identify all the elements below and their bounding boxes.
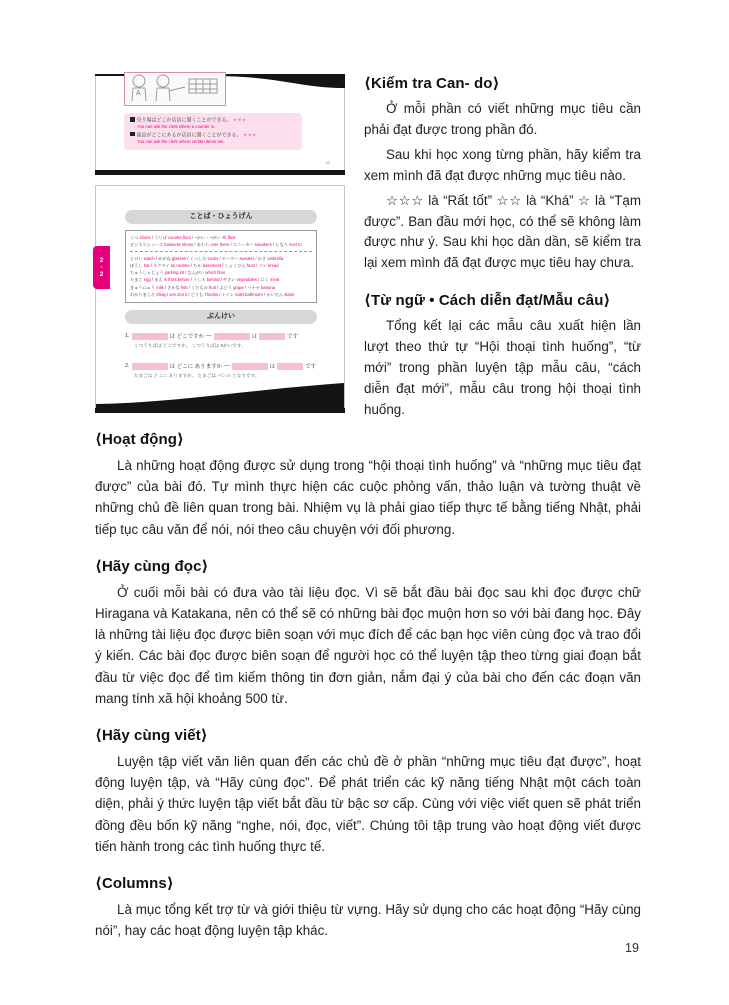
vocab-separator: / <box>187 292 191 298</box>
vocab-separator: / <box>271 242 276 248</box>
sentence-pattern-row <box>125 362 333 370</box>
vocab-line <box>130 241 312 248</box>
vocab-english: parking lot <box>164 270 184 276</box>
text-section <box>364 291 641 421</box>
section-title: ⟨Hãy cùng đọc⟩ <box>95 557 209 575</box>
vocab-japanese: トイレ <box>221 292 236 298</box>
vocab-english: glasses <box>171 255 187 261</box>
cando-item-row <box>130 117 296 124</box>
vocab-separator: / <box>154 255 159 261</box>
vocab-english: banana <box>261 284 276 290</box>
vocab-separator: / <box>256 277 261 283</box>
vocab-english: food <box>246 262 255 268</box>
textbook-thumbnail-cando <box>95 74 345 175</box>
vocab-english: fruit <box>208 284 216 290</box>
vocab-separator: / <box>187 284 191 290</box>
vocab-separator: / <box>193 242 197 248</box>
vocab-line <box>130 234 312 241</box>
pattern-text: は <box>269 364 276 370</box>
vocab-separator: / <box>221 262 225 268</box>
vocab-english: next to <box>288 242 302 248</box>
vocab-english: behind <box>206 277 220 283</box>
vocab-separator: / <box>229 242 233 248</box>
vocab-separator: / <box>218 255 222 261</box>
cando-english-text: You can ask the clerk where a counter is. <box>137 124 216 129</box>
vocab-english: basement <box>202 262 222 268</box>
vocab-japanese: かさ <box>257 255 268 261</box>
vocab-japanese: ぎゅうにゅう <box>130 284 157 290</box>
example-sentence: くつうりばは どこですか。 くつうりばは 6かいです。 <box>134 343 246 348</box>
vocab-japanese: うしろ <box>193 277 207 283</box>
pattern-dash: — <box>206 333 212 339</box>
vocab-japanese: ~かい・~がい <box>194 235 222 240</box>
tab-digit: 2 <box>99 257 104 264</box>
vocab-english: sweater <box>239 255 255 261</box>
vocab-japanese: くつした <box>189 255 208 261</box>
vocab-english: which floor <box>205 270 226 276</box>
vocab-line <box>130 291 312 298</box>
vocab-english: shoes <box>139 235 151 240</box>
fill-in-blank <box>132 363 168 370</box>
vocab-english: sneakers <box>254 242 272 248</box>
vocab-japanese: なんがい <box>187 270 206 276</box>
vocab-japanese: あちら <box>196 242 211 248</box>
vocab-line <box>130 255 312 262</box>
lesson-number-tab <box>93 246 110 289</box>
sentence-pattern-row <box>125 332 333 340</box>
pattern-text: は <box>251 334 258 340</box>
vocab-separator: / <box>191 235 195 240</box>
section-title: ⟨Columns⟩ <box>95 875 174 893</box>
vocab-japanese: とけい <box>130 255 144 261</box>
vocab-english: toilet,bathroom <box>235 292 263 298</box>
sentence-pattern <box>125 362 333 379</box>
vocab-japanese: くだもの <box>190 284 209 290</box>
vocab-japanese: うりば <box>154 235 168 240</box>
vocab-line <box>130 284 312 291</box>
section-paragraph: Ở mỗi phần có viết những mục tiêu cần phải đạt được trong phần đó. <box>364 101 641 137</box>
tab-dash: - <box>100 264 103 271</box>
vocab-japanese: ぼうし <box>130 262 144 268</box>
vocab-japanese: となり <box>275 242 289 248</box>
checkbox-checked-icon <box>130 132 135 137</box>
vocab-english: socks <box>207 255 219 261</box>
bunkei-section-header: ぶんけい <box>125 310 317 324</box>
vocab-english: counter,floor <box>167 235 192 240</box>
vocab-separator: / <box>262 292 267 298</box>
dashed-divider <box>130 251 312 252</box>
vocab-separator: / <box>149 262 154 268</box>
vocab-japanese: パン <box>258 262 268 268</box>
vocab-japanese: ちゅうしゃじょう <box>130 270 165 276</box>
black-wave-decoration <box>96 382 344 408</box>
vocab-english: grape <box>233 284 244 290</box>
page-bottom-band <box>95 170 345 175</box>
fill-in-blank <box>132 333 168 340</box>
vocab-separator: / <box>189 277 194 283</box>
pattern-text: は どこですか <box>169 334 205 340</box>
vocab-english: business shoes <box>164 242 194 248</box>
figure-label-a: A <box>136 90 141 97</box>
pattern-dash: — <box>224 363 230 369</box>
text-section <box>95 726 641 857</box>
page-number: 19 <box>625 941 639 955</box>
vocab-separator: / <box>254 262 259 268</box>
cando-item-row <box>130 132 296 139</box>
vocab-english: Thanks <box>204 292 219 298</box>
vocab-separator: / <box>186 255 190 261</box>
vocab-japanese: どうも <box>190 292 205 298</box>
sentence-number: 1. <box>125 333 130 339</box>
vocab-separator: / <box>150 235 155 240</box>
vocab-english: Okay,I see,Got it <box>156 292 188 298</box>
section-paragraph: Tổng kết lại các mẫu câu xuất hiện lần lượt theo thứ tự “Hội thoại tình huống”, “từ mới” trong phần luyện tập mẫu câu, “cách diễn đạt mới”, mẫu câu trong hội thoại tình huống. <box>364 318 641 417</box>
vocab-line <box>130 276 312 283</box>
vocab-japanese: わかりました <box>130 292 157 298</box>
vocab-japanese: ネクタイ <box>153 262 171 268</box>
section-paragraph: ☆☆☆ là “Rất tốt” ☆☆ là “Khá” ☆ là “Tạm được”. Ban đầu mới học, có thể sẽ không làm được như ý. Sau khi học dần dần, sẽ kiểm tra lại xem mình đã đạt được mục tiêu hay chưa. <box>364 192 641 271</box>
vocab-separator: / <box>163 284 168 290</box>
vocab-english: milk <box>156 284 164 290</box>
tab-digit: 2 <box>99 271 104 278</box>
vocab-separator: / <box>219 277 223 283</box>
vocab-japanese: めがね <box>158 255 172 261</box>
vocab-japanese: ビジネスシューズ <box>130 242 165 248</box>
vocab-english: hat <box>143 262 150 268</box>
vocab-separator: / <box>150 277 155 283</box>
text-section <box>95 874 641 941</box>
textbook-thumbnail-vocab <box>95 185 345 413</box>
vocab-japanese: やさい <box>222 277 237 283</box>
fill-in-blank <box>232 363 268 370</box>
vocab-lines-bottom <box>130 255 312 299</box>
example-sentence: たまごは どこに ありますか。 たまごは パンの となりです。 <box>134 373 260 378</box>
vocab-english: over there <box>210 242 230 248</box>
right-text-column <box>364 74 641 438</box>
vocab-separator: / <box>243 284 248 290</box>
fill-in-blank <box>214 333 250 340</box>
fill-in-blank <box>259 333 285 340</box>
section-title: ⟨Từ ngữ • Cách diễn đạt/Mẫu câu⟩ <box>364 292 611 310</box>
section-title: ⟨Hãy cùng viết⟩ <box>95 727 208 745</box>
page-bottom-band <box>95 408 345 413</box>
vocab-english: umbrella <box>267 255 284 261</box>
section-title: ⟨Kiểm tra Can- do⟩ <box>364 75 500 92</box>
vocab-separator: / <box>184 270 188 276</box>
vocab-japanese: さかな <box>167 284 181 290</box>
cando-checklist-box <box>124 113 302 150</box>
vocab-japanese: にく <box>260 277 270 283</box>
main-text-column <box>95 430 641 958</box>
cartoon-illustration <box>124 72 226 106</box>
section-paragraph: Luyện tập viết văn liên quan đến các chủ đề ở phần “những mục tiêu đạt được”, hoạt động luyện tập, và “Hãy cùng đọc”. Để phát triển các kỹ năng tiếng Nhật một cách toàn diện, phải ý thức luyện tập viết bắt đầu từ bậc sơ cấp. Cùng với việc viết quen sẽ phát triển đồng đều bốn kỹ năng “nghe, nói, đọc, viết”. Chúng tôi tập trung vào hoạt động viết được tiến hành trong các tình huống thực tế. <box>95 754 641 854</box>
vocab-english: stairs <box>284 292 295 298</box>
vocab-english: bread <box>267 262 279 268</box>
vocab-english: watch <box>143 255 155 261</box>
vocab-line <box>130 262 312 269</box>
pattern-text: は どこに ありますか <box>169 364 223 370</box>
vocab-english: tie,necktie <box>170 262 190 268</box>
vocab-japanese: ぶどう <box>219 284 234 290</box>
vocab-japanese: スニーカー <box>232 242 255 248</box>
star-rating: ★★★ <box>241 132 257 138</box>
vocab-separator: / <box>254 255 258 261</box>
vocab-english: vegetables <box>236 277 257 283</box>
text-section <box>364 74 641 274</box>
thumbnail-page-number: 43 <box>325 160 330 165</box>
section-paragraph: Ở cuối mỗi bài có đưa vào tài liệu đọc. Vì sẽ bắt đầu bài đọc sau khi đọc được chữ Hiragana và Katakana, nên có thể sẽ có những bài đọc muộn hơn so với bài đang học. Đây là những tài liệu đọc được biên soạn với mục đích để các bạn học viên cùng đọc và trao đổi ý kiến. Các bài đọc được biên soạn để người học có thể luyện tập theo từng giai đoạn bắt đầu từ việc đọc để tìm kiếm thông tin đơn giản, nắm đại ý của bài cho đến các đoạn văn mang tính xã hội khoảng 500 từ. <box>95 584 641 706</box>
vocab-english: -th floor <box>221 235 236 240</box>
vocab-separator: / <box>218 292 222 298</box>
vocab-separator: / <box>215 284 220 290</box>
vocab-english: fish <box>180 284 188 290</box>
sentence-number: 2. <box>125 363 130 369</box>
vocab-japanese: たまご <box>130 277 144 283</box>
text-section <box>95 557 641 709</box>
star-rating: ★★★ <box>231 117 247 124</box>
section-paragraph: Sau khi học xong từng phần, hãy kiểm tra xem mình đã đạt được những mục tiêu nào. <box>364 146 641 183</box>
section-title: ⟨Hoạt động⟩ <box>95 431 184 448</box>
vocab-japanese: セーター <box>221 255 240 261</box>
vocab-english: in front,before <box>163 277 190 283</box>
vocab-japanese: しょくひん <box>224 262 247 268</box>
sentence-pattern <box>125 332 333 349</box>
vocab-separator: / <box>189 262 194 268</box>
pattern-text: です <box>287 334 299 340</box>
pattern-text: です <box>305 364 317 370</box>
section-paragraph: Là những hoạt động được sử dụng trong “hội thoại tình huống” và “những mục tiêu đạt được” của bài đó. Tự mình thực hiện các cuộc phỏng vấn, thảo luận và tường thuật về những chủ đề liên quan trong bài. Nhiệm vụ là phải giao tiếp thực tế bằng tiếng Nhật, phải tiếp tục câu văn để nói, nói theo câu chuyện với đối phương. <box>95 458 641 537</box>
vocab-japanese: かいだん <box>266 292 285 298</box>
vocab-english: meat <box>269 277 280 283</box>
cando-japanese-text: 商品がどこにあるか店員に聞くことができる。 <box>136 132 242 138</box>
text-section <box>95 430 641 540</box>
vocab-lines-top <box>130 234 312 249</box>
vocab-japanese: くつ <box>130 235 140 240</box>
cando-english-text: You can ask the clerk where certain items are. <box>137 138 225 144</box>
vocab-japanese: バナナ <box>247 284 262 290</box>
section-paragraph: Là mục tổng kết trợ từ và giới thiệu từ vựng. Hãy sử dụng cho các hoạt động “Hãy cùng nói”, hay các hoạt động luyện tập khác. <box>95 902 641 939</box>
vocab-japanese: ちか <box>193 262 203 268</box>
vocab-japanese: まえ <box>154 277 164 283</box>
checkbox-checked-icon <box>130 117 135 122</box>
vocab-section-header: ことば・ひょうげん <box>125 210 317 224</box>
cando-japanese-text: 売り場はどこか店員に聞くことができる。 <box>136 117 232 124</box>
vocab-list-box <box>125 230 317 303</box>
vocab-english: egg <box>143 277 151 283</box>
vocab-line <box>130 269 312 276</box>
fill-in-blank <box>277 363 303 370</box>
